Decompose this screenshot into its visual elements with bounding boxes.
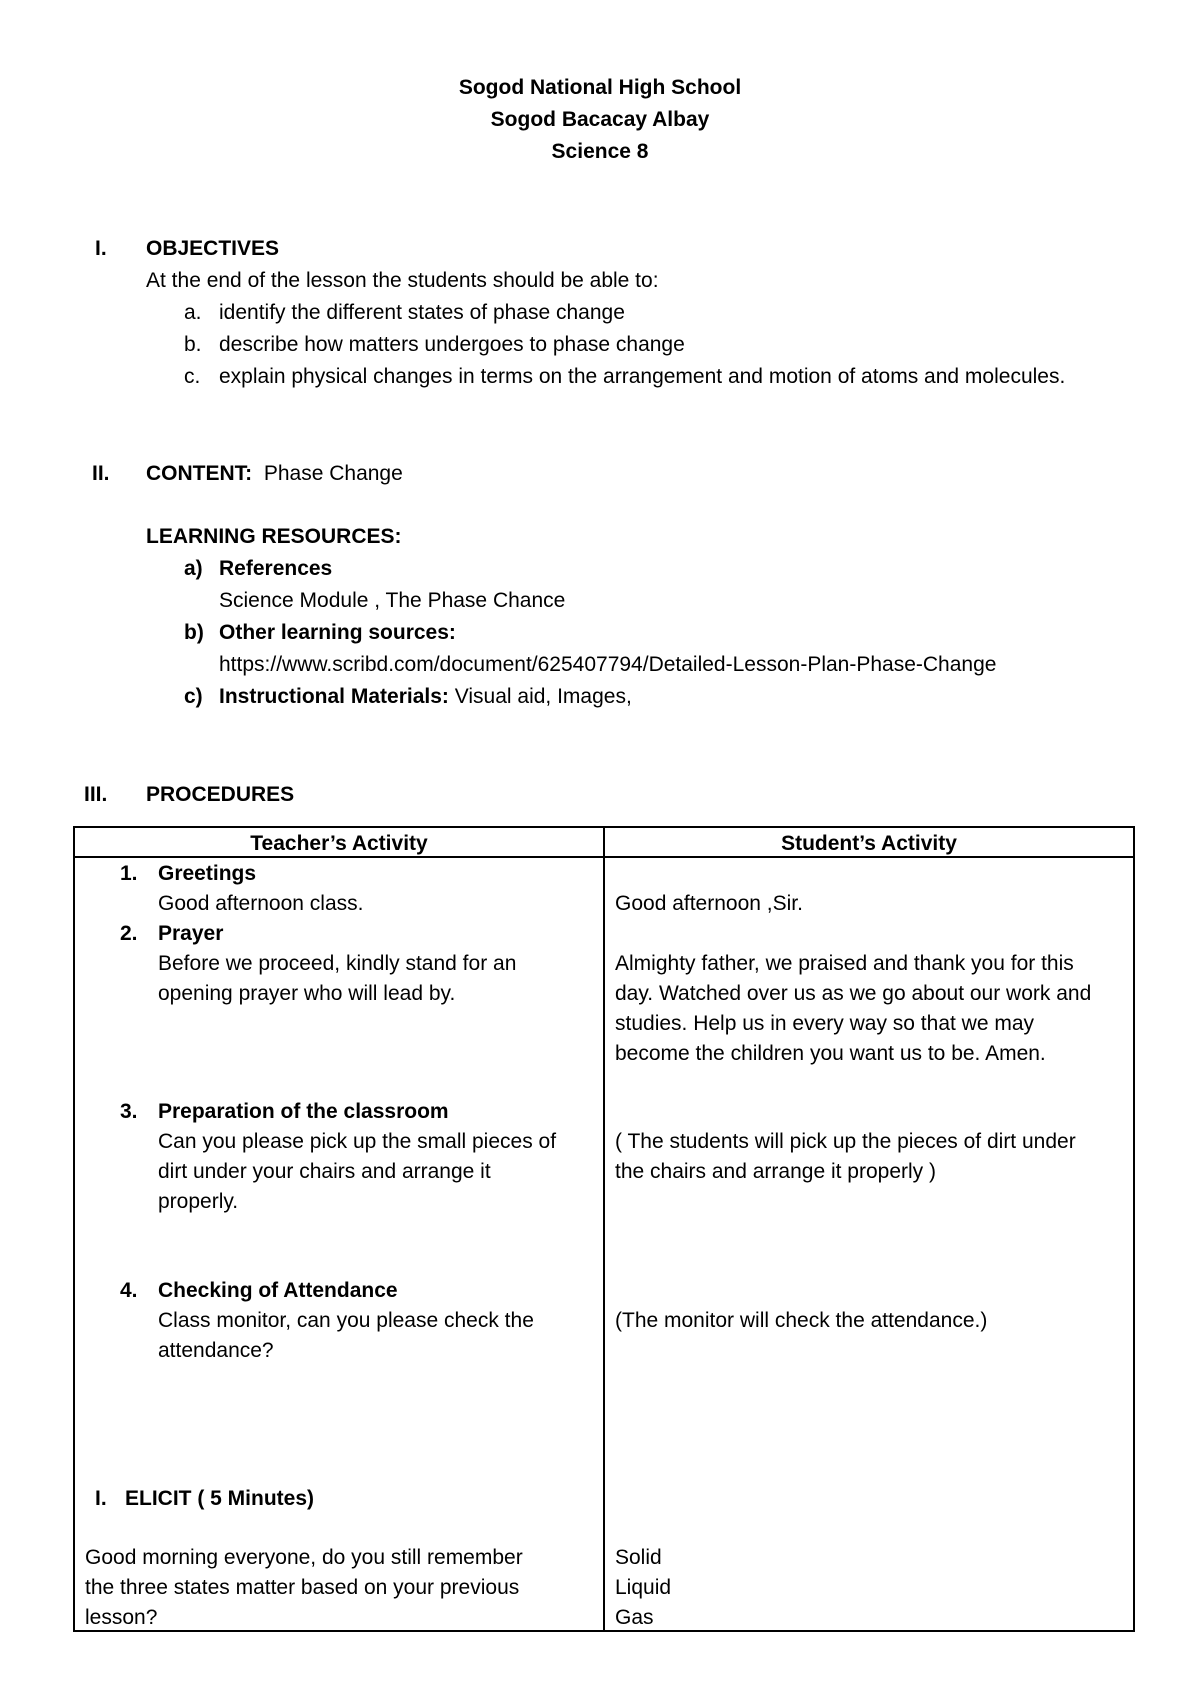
content-label: CONTENT: — [146, 462, 253, 485]
teacher-line: the three states matter based on your previous — [85, 1576, 520, 1599]
resource-line — [219, 686, 632, 707]
resource-marker: b) — [184, 621, 204, 644]
objective-item: identify the different states of phase change — [219, 301, 625, 324]
step-number: 2. — [120, 922, 138, 945]
content-line — [146, 463, 403, 484]
table-column-divider — [603, 826, 605, 1632]
teacher-line: Class monitor, can you please check the — [158, 1309, 534, 1332]
objectives-heading: OBJECTIVES — [146, 237, 280, 260]
school-name: Sogod National High School — [458, 76, 742, 99]
objective-marker: b. — [184, 333, 202, 356]
step-number: 4. — [120, 1279, 138, 1302]
teacher-line: dirt under your chairs and arrange it — [158, 1160, 491, 1183]
teacher-activity-header: Teacher’s Activity — [250, 832, 428, 855]
student-line: studies. Help us in every way so that we may — [615, 1012, 1035, 1035]
objective-marker: a. — [184, 301, 202, 324]
step-title: Greetings — [158, 862, 257, 885]
student-line: become the children you want us to be. Amen. — [615, 1042, 1046, 1065]
procedures-heading: PROCEDURES — [146, 783, 295, 806]
student-line: Almighty father, we praised and thank you for this — [615, 952, 1074, 975]
student-line: day. Watched over us as we go about our work and — [615, 982, 1092, 1005]
student-line: Gas — [615, 1606, 654, 1629]
objective-marker: c. — [184, 365, 201, 388]
step-title: Checking of Attendance — [158, 1279, 398, 1302]
teacher-line: opening prayer who will lead by. — [158, 982, 456, 1005]
resource-link[interactable]: https://www.scribd.com/document/625407794/Detailed-Lesson-Plan-Phase-Change — [219, 653, 997, 676]
teacher-line: lesson? — [85, 1606, 158, 1629]
student-line: Good afternoon ,Sir. — [615, 892, 803, 915]
resource-detail: Visual aid, Images, — [454, 685, 632, 708]
teacher-line: attendance? — [158, 1339, 274, 1362]
step-title: Preparation of the classroom — [158, 1100, 449, 1123]
student-line: the chairs and arrange it properly ) — [615, 1160, 936, 1183]
student-line: ( The students will pick up the pieces of dirt under — [615, 1130, 1076, 1153]
step-number: 3. — [120, 1100, 138, 1123]
teacher-line: Good morning everyone, do you still remember — [85, 1546, 523, 1569]
resource-marker: a) — [184, 557, 203, 580]
student-line: Solid — [615, 1546, 662, 1569]
teacher-line: Before we proceed, kindly stand for an — [158, 952, 517, 975]
learning-resources-heading: LEARNING RESOURCES: — [146, 525, 402, 548]
objectives-numeral: I. — [95, 237, 107, 260]
resource-marker: c) — [184, 685, 203, 708]
elicit-numeral: I. — [95, 1487, 107, 1510]
procedures-numeral: III. — [84, 783, 108, 806]
objective-item: describe how matters undergoes to phase change — [219, 333, 685, 356]
content-value: Phase Change — [263, 462, 403, 485]
objectives-intro: At the end of the lesson the students should be able to: — [146, 269, 659, 292]
resource-label: Other learning sources: — [219, 621, 456, 644]
teacher-line: Good afternoon class. — [158, 892, 364, 915]
step-title: Prayer — [158, 922, 224, 945]
elicit-heading: ELICIT ( 5 Minutes) — [125, 1487, 314, 1510]
content-numeral: II. — [92, 462, 110, 485]
student-line: Liquid — [615, 1576, 672, 1599]
step-number: 1. — [120, 862, 138, 885]
resource-detail: Science Module , The Phase Chance — [219, 589, 566, 612]
teacher-line: properly. — [158, 1190, 239, 1213]
resource-label: Instructional Materials: — [219, 685, 449, 708]
objective-item: explain physical changes in terms on the arrangement and motion of atoms and molecules. — [219, 365, 1066, 388]
subject-title: Science 8 — [551, 140, 649, 163]
student-activity-header: Student’s Activity — [781, 832, 957, 855]
resource-label: References — [219, 557, 333, 580]
student-line: (The monitor will check the attendance.) — [615, 1309, 988, 1332]
teacher-line: Can you please pick up the small pieces of — [158, 1130, 557, 1153]
school-address: Sogod Bacacay Albay — [490, 108, 710, 131]
